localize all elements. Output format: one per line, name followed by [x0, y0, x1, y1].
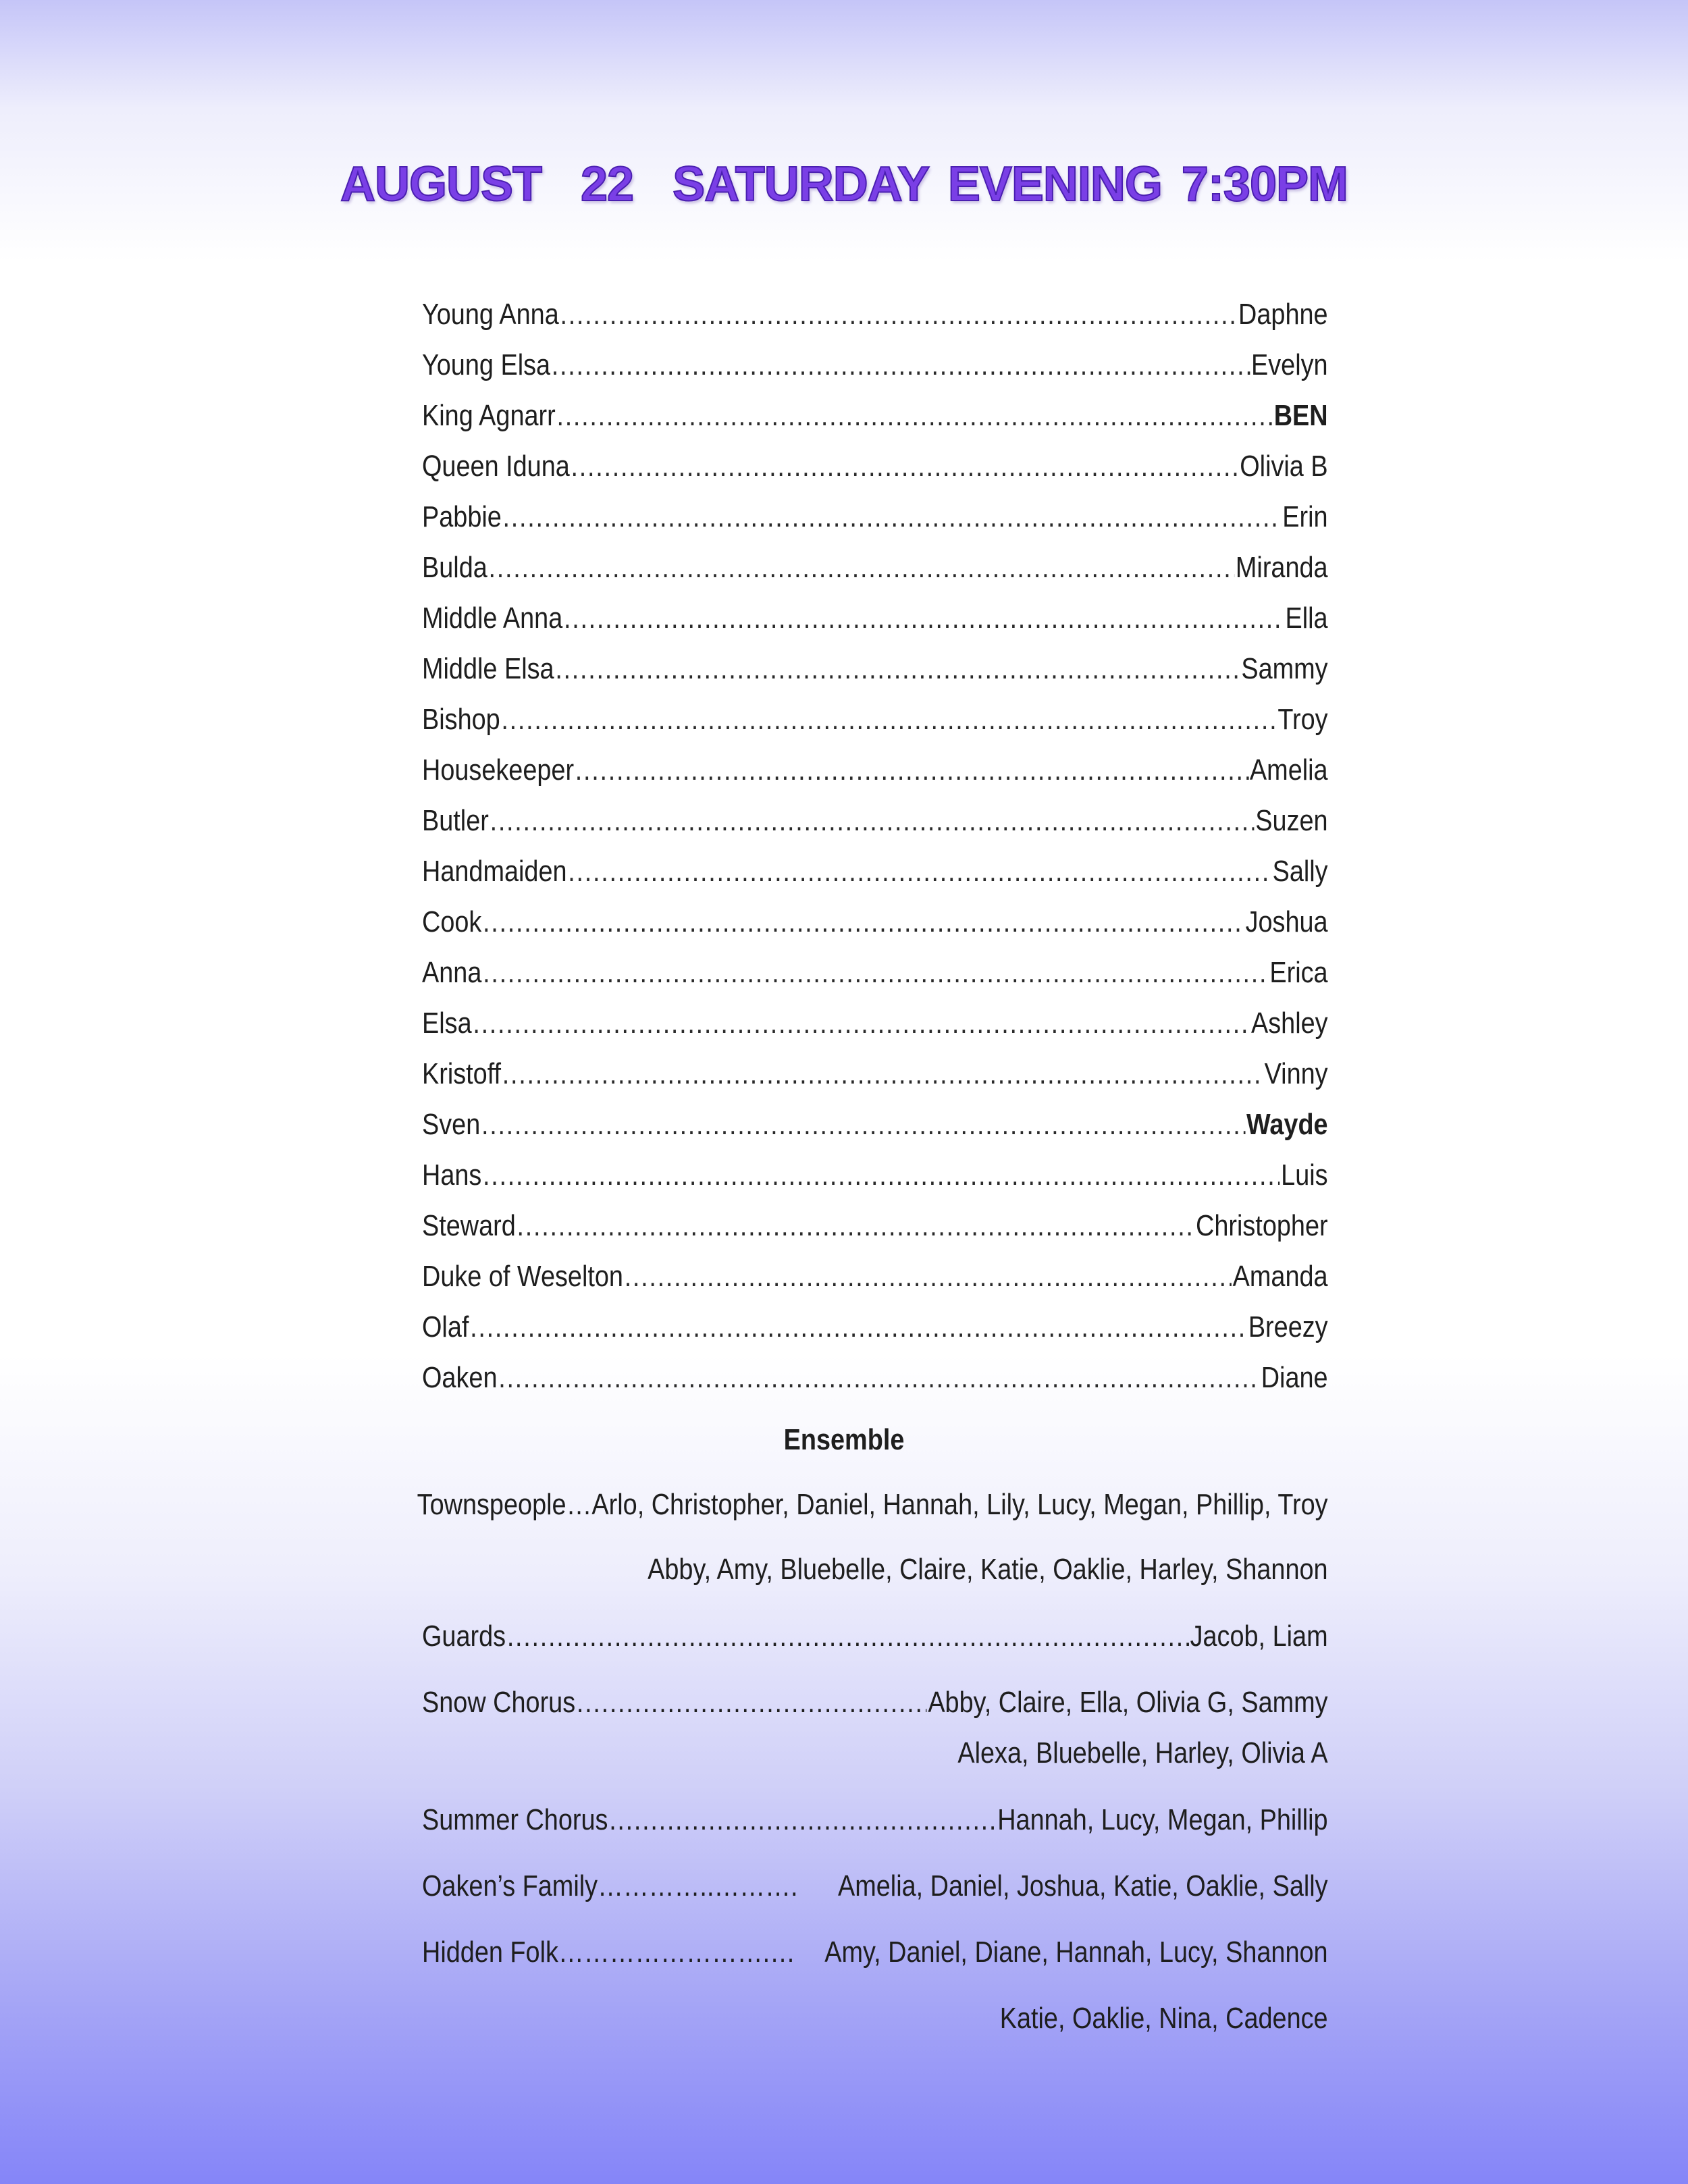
role-name: Duke of Weselton — [422, 1260, 623, 1293]
snow-chorus-names-2: Alexa, Bluebelle, Harley, Olivia A — [957, 1736, 1328, 1769]
cast-row — [422, 846, 1328, 897]
page-title: AUGUST 22 SATURDAY EVENING 7:30PM — [340, 157, 1348, 211]
leader-dots — [498, 1352, 1260, 1403]
leader-dots — [490, 795, 1255, 846]
guards-line — [422, 1620, 1328, 1653]
actor-name: Ella — [1285, 602, 1328, 635]
snow-chorus-names: Abby, Claire, Ella, Olivia G, Sammy — [928, 1686, 1328, 1719]
actor-name: Sammy — [1241, 652, 1328, 685]
ensemble-hidden-folk — [422, 1936, 1328, 2035]
cast-row — [422, 1302, 1328, 1352]
guards-names: Jacob, Liam — [1190, 1620, 1328, 1653]
role-name: Middle Anna — [422, 602, 563, 635]
cast-row — [422, 643, 1328, 694]
ensemble-townspeople — [417, 1488, 1328, 1618]
actor-name: Olivia B — [1240, 450, 1328, 483]
oakens-family-line — [422, 1869, 1328, 1903]
guards-label: Guards — [422, 1620, 506, 1653]
role-name: Cook — [422, 905, 482, 938]
townspeople-line-2 — [422, 1553, 1328, 1618]
leader-dots — [564, 593, 1284, 643]
summer-chorus-line — [422, 1803, 1328, 1837]
summer-chorus-leader-dots — [609, 1803, 996, 1837]
hidden-folk-names: Amy, Daniel, Diane, Hannah, Lucy, Shannon — [824, 1936, 1328, 1969]
role-name: Young Elsa — [422, 348, 551, 381]
townspeople-names: Arlo, Christopher, Daniel, Hannah, Lily, Lucy, Megan, Phillip, Troy — [591, 1488, 1328, 1521]
leader-dots — [568, 846, 1271, 897]
cast-row — [422, 1200, 1328, 1251]
hidden-folk-separator: …………………….… — [558, 1936, 795, 1969]
hidden-folk-line-1 — [422, 1936, 1328, 2002]
leader-dots — [556, 390, 1273, 441]
summer-chorus-label: Summer Chorus — [422, 1803, 608, 1836]
cast-row — [422, 1150, 1328, 1200]
hidden-folk-label: Hidden Folk — [422, 1936, 558, 1969]
cast-row — [422, 694, 1328, 745]
actor-name: Breezy — [1248, 1310, 1328, 1343]
actor-name: Erin — [1282, 500, 1328, 533]
actor-name: Wayde — [1246, 1108, 1328, 1141]
actor-name: Amelia — [1249, 753, 1328, 787]
actor-name: Erica — [1269, 956, 1328, 989]
role-name: Steward — [422, 1209, 516, 1242]
leader-dots — [489, 542, 1235, 593]
townspeople-line-1 — [417, 1488, 1328, 1553]
cast-row — [422, 1048, 1328, 1099]
cast-row — [422, 1251, 1328, 1302]
cast-row — [422, 745, 1328, 795]
ensemble-oakens-family — [422, 1869, 1328, 1903]
role-name: Young Anna — [422, 298, 559, 331]
townspeople-label: Townspeople — [417, 1488, 566, 1521]
hidden-folk-line-2 — [422, 2002, 1328, 2035]
cast-row — [422, 795, 1328, 846]
leader-dots — [481, 1099, 1245, 1150]
leader-dots — [552, 340, 1250, 390]
cast-row — [422, 390, 1328, 441]
ensemble-snow-chorus — [422, 1686, 1328, 1770]
actor-name: BEN — [1273, 399, 1328, 432]
leader-dots — [473, 998, 1250, 1048]
role-name: Sven — [422, 1108, 481, 1141]
cast-row — [422, 593, 1328, 643]
actor-name: Suzen — [1255, 804, 1328, 837]
snow-chorus-line-2 — [422, 1736, 1328, 1770]
actor-name: Vinny — [1264, 1057, 1328, 1090]
leader-dots — [625, 1251, 1232, 1302]
actor-name: Luis — [1281, 1158, 1328, 1192]
role-name: Kristoff — [422, 1057, 502, 1090]
leader-dots — [571, 441, 1239, 491]
snow-chorus-line-1 — [422, 1686, 1328, 1736]
actor-name: Joshua — [1245, 905, 1328, 938]
role-name: Oaken — [422, 1361, 498, 1394]
actor-name: Evelyn — [1251, 348, 1328, 381]
leader-dots — [483, 1150, 1280, 1200]
leader-dots — [560, 289, 1237, 340]
role-name: Handmaiden — [422, 855, 567, 888]
leader-dots — [503, 491, 1282, 542]
cast-row — [422, 542, 1328, 593]
oakens-family-names: Amelia, Daniel, Joshua, Katie, Oaklie, Sally — [837, 1869, 1328, 1902]
cast-list — [422, 289, 1328, 1403]
actor-name: Ashley — [1251, 1007, 1328, 1040]
leader-dots — [470, 1302, 1247, 1352]
oakens-family-separator: …………..………. — [598, 1869, 798, 1902]
snow-chorus-leader-dots — [577, 1686, 927, 1720]
ensemble-heading: Ensemble — [783, 1423, 905, 1456]
cast-row — [422, 947, 1328, 998]
role-name: Olaf — [422, 1310, 469, 1343]
cast-row — [422, 1099, 1328, 1150]
summer-chorus-names: Hannah, Lucy, Megan, Phillip — [997, 1803, 1328, 1836]
role-name: Housekeeper — [422, 753, 575, 787]
leader-dots — [483, 897, 1244, 947]
role-name: Pabbie — [422, 500, 502, 533]
townspeople-separator: … — [566, 1488, 592, 1521]
snow-chorus-label: Snow Chorus — [422, 1686, 576, 1719]
role-name: Bishop — [422, 703, 500, 736]
actor-name: Christopher — [1196, 1209, 1328, 1242]
actor-name: Diane — [1261, 1361, 1328, 1394]
leader-dots — [502, 1048, 1263, 1099]
actor-name: Miranda — [1235, 551, 1328, 584]
hidden-folk-names-2: Katie, Oaklie, Nina, Cadence — [999, 2002, 1328, 2035]
ensemble-summer-chorus — [422, 1803, 1328, 1837]
guards-leader-dots — [507, 1620, 1189, 1653]
role-name: Elsa — [422, 1007, 472, 1040]
leader-dots — [517, 1200, 1195, 1251]
cast-row — [422, 998, 1328, 1048]
leader-dots — [575, 745, 1248, 795]
cast-row — [422, 289, 1328, 340]
leader-dots — [555, 643, 1240, 694]
cast-row — [422, 1352, 1328, 1403]
actor-name: Sally — [1272, 855, 1328, 888]
cast-row — [422, 491, 1328, 542]
cast-row — [422, 897, 1328, 947]
role-name: Queen Iduna — [422, 450, 570, 483]
actor-name: Amanda — [1232, 1260, 1328, 1293]
role-name: Middle Elsa — [422, 652, 554, 685]
ensemble-guards — [422, 1620, 1328, 1653]
role-name: Butler — [422, 804, 489, 837]
oakens-family-label: Oaken’s Family — [422, 1869, 598, 1902]
actor-name: Troy — [1277, 703, 1328, 736]
townspeople-names-2: Abby, Amy, Bluebelle, Claire, Katie, Oaklie, Harley, Shannon — [648, 1553, 1328, 1586]
cast-row — [422, 340, 1328, 390]
role-name: Bulda — [422, 551, 487, 584]
role-name: Anna — [422, 956, 482, 989]
role-name: Hans — [422, 1158, 482, 1192]
cast-row — [422, 441, 1328, 491]
role-name: King Agnarr — [422, 399, 556, 432]
actor-name: Daphne — [1238, 298, 1328, 331]
leader-dots — [501, 694, 1276, 745]
leader-dots — [483, 947, 1269, 998]
